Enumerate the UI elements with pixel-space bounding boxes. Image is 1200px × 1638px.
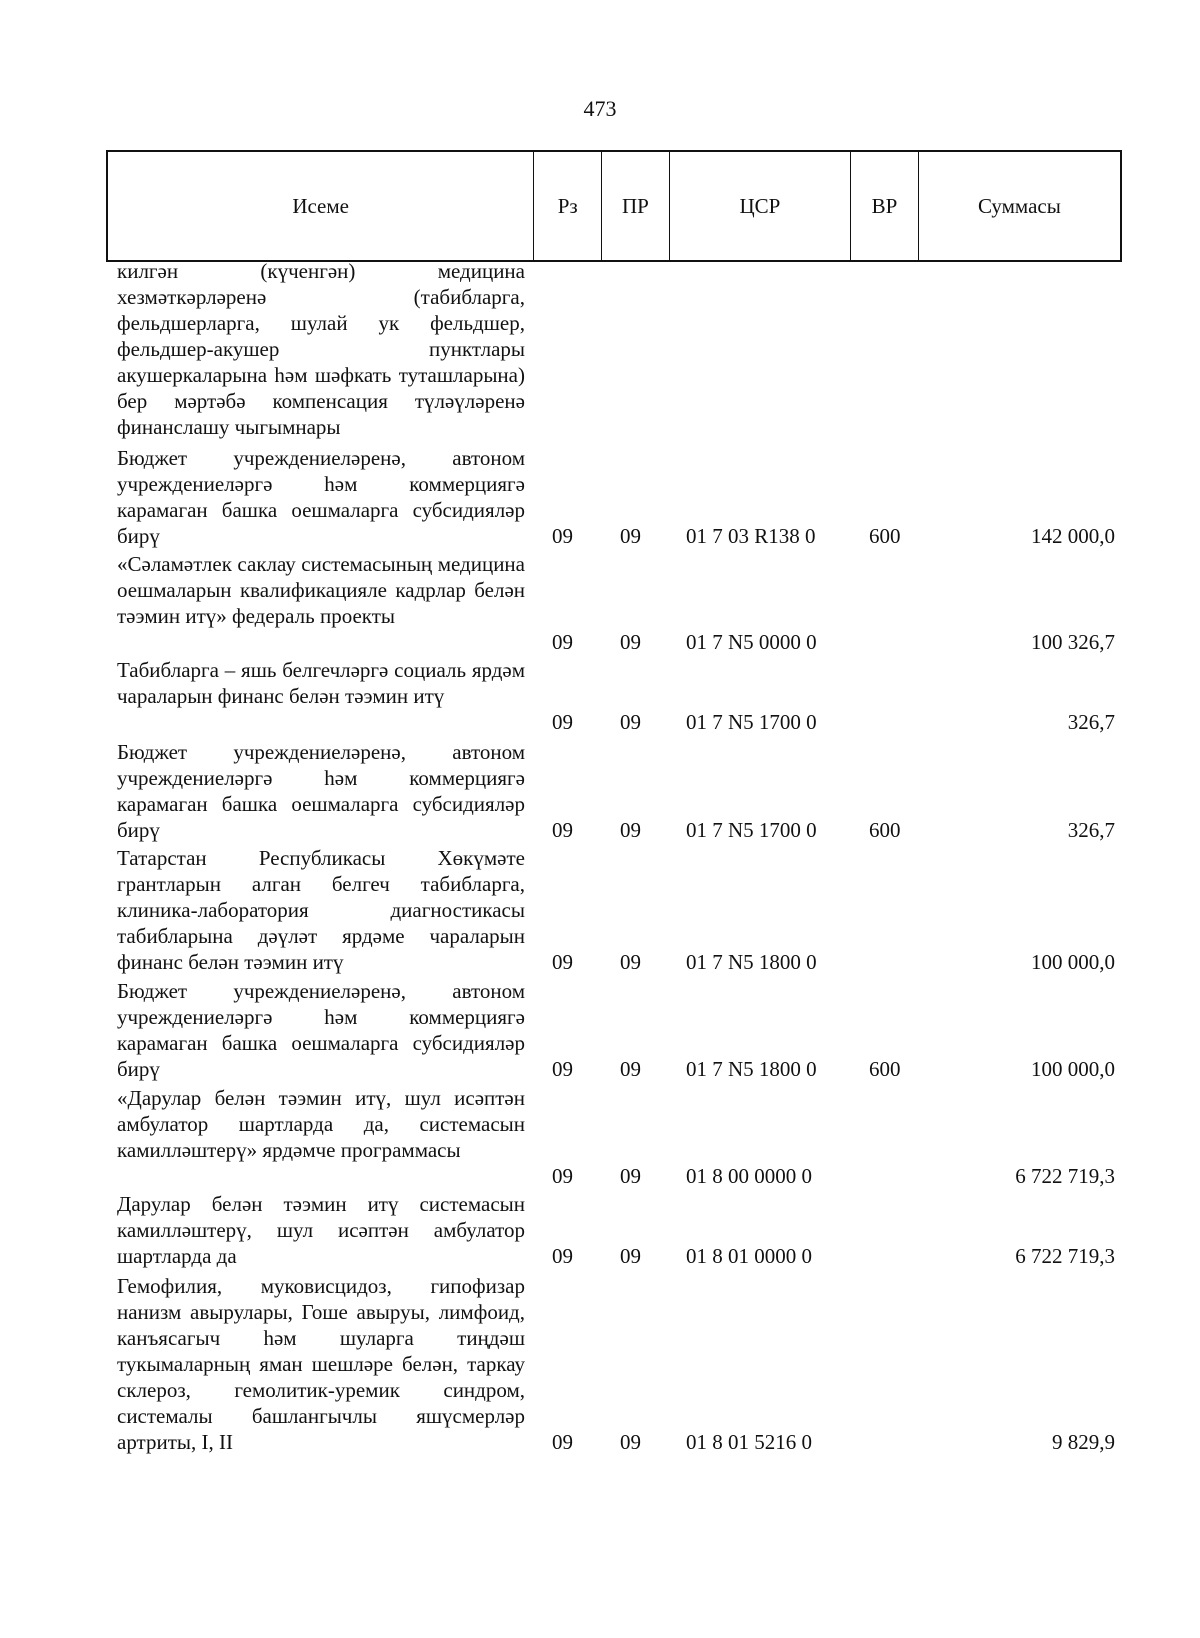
row-name: «Дарулар белән тәэмин итү, шул исәптән амбулатор шартларда да, системасын камилләштерү» ярдәмче программасы [117,1086,525,1162]
row-csr: 01 8 00 0000 0 [686,1164,812,1188]
row-csr: 01 7 N5 1700 0 [686,710,817,734]
row-sum: 326,7 [1067,818,1115,842]
row-pr: 09 [620,1164,641,1188]
row-sum: 100 326,7 [1031,630,1115,654]
row-rz: 09 [552,950,573,974]
row-name: Бюджет учреждениеләренә, автоном учреждениеләргә һәм коммерциягә карамаган башка оешмаларга субсидияләр бирү [117,979,525,1081]
row-pr: 09 [620,630,641,654]
row-name: Татарстан Республикасы Хөкүмәте грантларын алган белгеч табибларга, клиника-лаборатория диагностикасы табибларына дәүләт ярдәме чараларын финанс белән тәэмин итү [117,846,525,974]
row-vr: 600 [869,1057,901,1081]
row-sum: 9 829,9 [1052,1430,1115,1454]
row-rz: 09 [552,1057,573,1081]
row-rz: 09 [552,524,573,548]
row-csr: 01 7 N5 1700 0 [686,818,817,842]
row-sum: 100 000,0 [1031,1057,1115,1081]
row-vr: 600 [869,818,901,842]
row-vr: 600 [869,524,901,548]
row-sum: 100 000,0 [1031,950,1115,974]
header-rz: Рз [534,152,602,260]
row-sum: 6 722 719,3 [1015,1164,1115,1188]
row-csr: 01 7 03 R138 0 [686,524,816,548]
header-sum: Суммасы [977,193,1061,218]
row-sum: 142 000,0 [1031,524,1115,548]
row-rz: 09 [552,630,573,654]
row-pr: 09 [620,524,641,548]
header-csr: ЦСР [670,152,851,260]
row-rz: 09 [552,1244,573,1268]
row-pr: 09 [620,950,641,974]
row-rz: 09 [552,710,573,734]
row-csr: 01 7 N5 1800 0 [686,950,817,974]
row-csr: 01 8 01 0000 0 [686,1244,812,1268]
row-pr: 09 [620,1430,641,1454]
row-name: «Сәламәтлек саклау системасының медицина оешмаларын квалификацияле кадрлар белән тәэмин итү» федераль проекты [117,552,525,628]
header-vr: ВР [851,152,919,260]
page-number: 473 [583,96,617,121]
header-name: Исеме [108,152,534,260]
row-pr: 09 [620,1244,641,1268]
row-rz: 09 [552,1430,573,1454]
row-name: килгән (күченгән) медицина хезмәткәрләренә (табибларга, фельдшерларга, шулай ук фельдшер, фельдшер-акушер пунктлары акушеркаларына һәм шәфкать туташларына) бер мәртәбә компенсация түләүләренә финанслашу чыгымнары [117,259,525,439]
header-pr: ПР [602,152,670,260]
row-name: Табибларга – яшь белгечләргә социаль ярдәм чараларын финанс белән тәэмин итү [117,658,525,708]
row-pr: 09 [620,1057,641,1081]
row-name: Бюджет учреждениеләренә, автоном учреждениеләргә һәм коммерциягә карамаган башка оешмаларга субсидияләр бирү [117,740,525,842]
row-rz: 09 [552,1164,573,1188]
row-name: Дарулар белән тәэмин итү системасын камилләштерү, шул исәптән амбулатор шартларда да [117,1192,525,1268]
row-pr: 09 [620,818,641,842]
row-pr: 09 [620,710,641,734]
row-name: Гемофилия, муковисцидоз, гипофизар нанизм авырулары, Гоше авыруы, лимфоид, канъясагыч һәм шуларга тиңдәш тукымаларның яман шешләре белән, таркау склероз, гемолитик-уремик синдром, системалы башлангычлы яшүсмерләр артриты, I, II [117,1274,525,1454]
row-rz: 09 [552,818,573,842]
row-csr: 01 7 N5 1800 0 [686,1057,817,1081]
row-csr: 01 7 N5 0000 0 [686,630,817,654]
row-name: Бюджет учреждениеләренә, автоном учреждениеләргә һәм коммерциягә карамаган башка оешмаларга субсидияләр бирү [117,446,525,548]
row-sum: 326,7 [1067,710,1115,734]
row-sum: 6 722 719,3 [1015,1244,1115,1268]
row-csr: 01 8 01 5216 0 [686,1430,812,1454]
